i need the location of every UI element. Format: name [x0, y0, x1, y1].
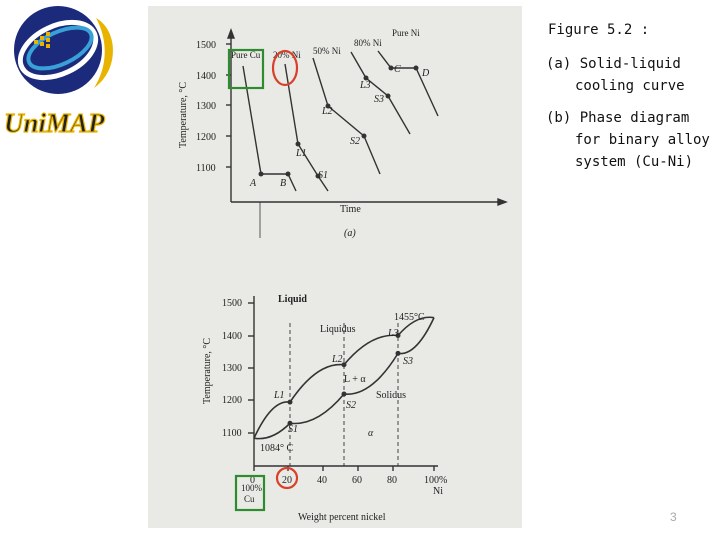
cooling-curve-labels	[178, 28, 430, 239]
caption-item-a: (a) Solid-liquid	[546, 56, 681, 72]
caption-item-b: (b) Phase diagram	[546, 110, 690, 126]
x-start-sublabel: Cu	[244, 494, 255, 504]
figure-scan	[148, 6, 522, 528]
label-solidus: Solidus	[376, 390, 407, 401]
x-tick-20: 20	[282, 475, 292, 486]
caption-item-b-cont1: for binary alloy	[575, 132, 710, 148]
point-label-b-l2: L2	[332, 354, 343, 365]
y-tick-b-1500: 1500	[222, 298, 242, 309]
x-tick-0: 0	[250, 475, 255, 486]
y-axis-label-b: Temperature, °C	[202, 337, 213, 404]
caption-title: Figure 5.2 :	[548, 22, 650, 38]
point-label-b-l3: L3	[388, 328, 399, 339]
y-tick-b-1100: 1100	[222, 428, 242, 439]
slide-number: 3	[670, 510, 677, 524]
annotation-1084: 1084° C	[260, 443, 294, 454]
label-liquidus: Liquidus	[320, 324, 356, 335]
y-tick-a-1500: 1500	[196, 40, 216, 51]
x-start-label: 100%	[241, 483, 262, 493]
point-label-s1: S1	[318, 170, 328, 181]
x-tick-40: 40	[317, 475, 327, 486]
point-label-b: B	[280, 178, 287, 189]
panel-label-a: (a)	[344, 228, 356, 239]
annotation-1455: 1455°C	[394, 312, 425, 323]
y-axis-label-a: Temperature, °C	[178, 81, 189, 148]
unimap-logo	[0, 0, 130, 145]
point-label-b-s1: S1	[288, 424, 298, 435]
phase-diagram-labels	[202, 294, 447, 523]
y-tick-b-1200: 1200	[222, 395, 242, 406]
point-label-b-s3: S3	[403, 356, 413, 367]
point-label-l2: L2	[322, 106, 333, 117]
point-label-l1: L1	[296, 148, 307, 159]
y-tick-a-1200: 1200	[196, 132, 216, 143]
curve-label-20-ni: 20% Ni	[273, 50, 301, 60]
curve-label-pure-ni: Pure Ni	[392, 28, 420, 38]
point-label-s3: S3	[374, 94, 384, 105]
y-tick-a-1100: 1100	[196, 163, 216, 174]
point-label-d: D	[422, 68, 430, 79]
region-l-plus-alpha: L + α	[344, 374, 366, 385]
point-label-b-l1: L1	[274, 390, 285, 401]
point-label-l3: L3	[360, 80, 371, 91]
y-tick-a-1300: 1300	[196, 101, 216, 112]
curve-pure-ni	[378, 51, 438, 116]
x-tick-ni-sublabel: Ni	[433, 486, 443, 497]
y-tick-a-1400: 1400	[196, 71, 216, 82]
x-tick-60: 60	[352, 475, 362, 486]
point-label-c: C	[394, 64, 401, 75]
curve-label-80-ni: 80% Ni	[354, 38, 382, 48]
x-tick-80: 80	[387, 475, 397, 486]
x-axis-label-a: Time	[340, 204, 361, 215]
logo-text: UniMAP	[4, 108, 105, 138]
x-axis-label-b: Weight percent nickel	[298, 512, 386, 523]
caption-item-a-cont: cooling curve	[575, 78, 685, 94]
region-alpha: α	[368, 428, 374, 439]
cooling-curve-chart	[226, 30, 506, 238]
caption-item-b-cont2: system (Cu-Ni)	[575, 154, 694, 170]
point-label-s2: S2	[350, 136, 360, 147]
cooling-curve-points	[259, 66, 419, 179]
point-label-a: A	[250, 178, 257, 189]
y-tick-b-1400: 1400	[222, 331, 242, 342]
curve-label-pure-cu: Pure Cu	[231, 50, 261, 60]
region-liquid: Liquid	[278, 294, 307, 305]
curve-80-ni	[351, 52, 410, 134]
curve-label-50-ni: 50% Ni	[313, 46, 341, 56]
y-tick-b-1300: 1300	[222, 363, 242, 374]
point-label-b-s2: S2	[346, 400, 356, 411]
x-tick-100: 100%	[424, 475, 448, 486]
